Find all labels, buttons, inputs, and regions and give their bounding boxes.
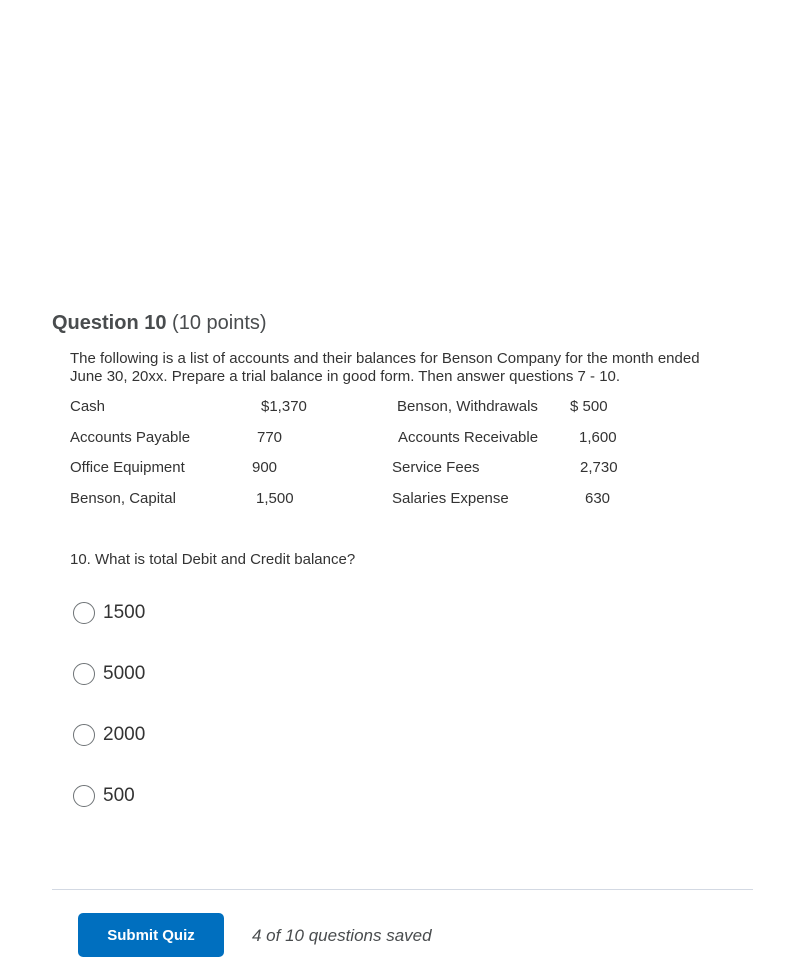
footer-divider	[52, 889, 753, 890]
submit-quiz-button[interactable]: Submit Quiz	[78, 913, 224, 957]
radio-button[interactable]	[73, 602, 95, 624]
radio-button[interactable]	[73, 724, 95, 746]
question-title: Question 10	[52, 312, 167, 334]
prompt-line-1: The following is a list of accounts and their balances for Benson Company for the month ended	[70, 350, 700, 367]
account-amount: 630	[585, 490, 611, 507]
account-amount: 2,730	[580, 459, 618, 476]
account-amount: 1,500	[256, 490, 294, 507]
answer-option[interactable]	[73, 722, 145, 748]
option-label[interactable]: 2000	[103, 724, 146, 745]
account-amount: 770	[257, 429, 283, 446]
saved-status: 4 of 10 questions saved	[252, 926, 432, 945]
option-label[interactable]: 500	[103, 785, 135, 806]
account-amount: 1,600	[579, 429, 617, 446]
account-name: Accounts Receivable	[398, 429, 539, 446]
option-label[interactable]: 1500	[103, 602, 146, 623]
question-points: (10 points)	[172, 312, 267, 334]
account-name: Benson, Capital	[70, 490, 176, 507]
answer-option[interactable]	[73, 783, 135, 809]
answer-option[interactable]	[73, 661, 145, 687]
question-header	[52, 312, 267, 335]
account-name: Cash	[70, 398, 106, 415]
question-text: 10. What is total Debit and Credit balance?	[70, 551, 356, 568]
answer-option[interactable]	[73, 600, 145, 626]
radio-button[interactable]	[73, 785, 95, 807]
account-name: Accounts Payable	[70, 429, 191, 446]
prompt-line-2: June 30, 20xx. Prepare a trial balance in good form. Then answer questions 7 - 10.	[70, 368, 621, 385]
account-name: Benson, Withdrawals	[397, 398, 538, 415]
account-amount: $ 500	[570, 398, 608, 415]
radio-button[interactable]	[73, 663, 95, 685]
account-name: Service Fees	[392, 459, 480, 476]
account-amount: 900	[252, 459, 278, 476]
account-amount: $1,370	[261, 398, 307, 415]
account-name: Salaries Expense	[392, 490, 509, 507]
account-name: Office Equipment	[70, 459, 185, 476]
question-prompt	[70, 350, 760, 386]
option-label[interactable]: 5000	[103, 663, 146, 684]
